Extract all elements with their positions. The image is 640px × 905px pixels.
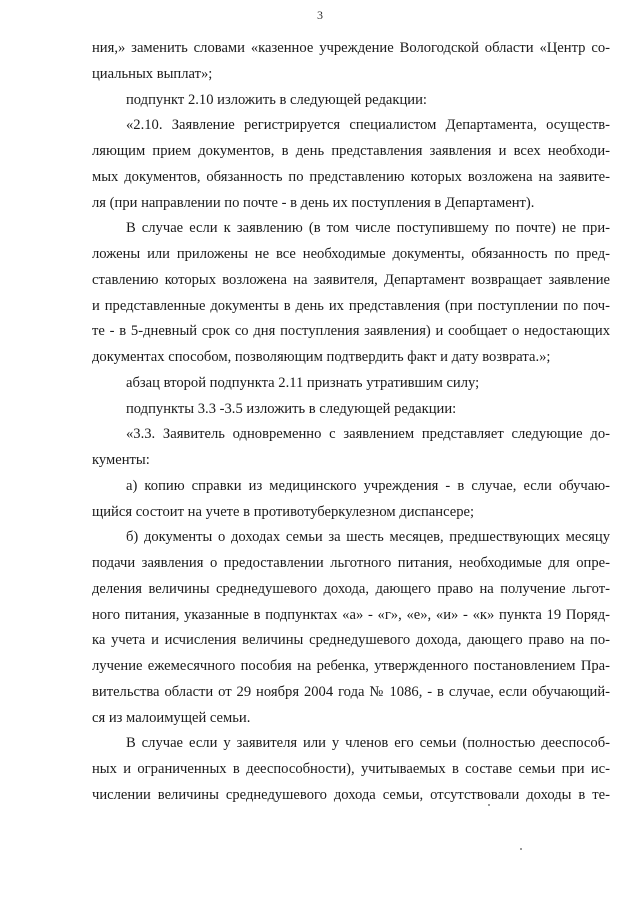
text-line: вительства области от 29 ноября 2004 года № 1086, - в случае, если обучающий- — [92, 683, 610, 700]
text-line: деления величины среднедушевого дохода, дающего право на получение льгот- — [92, 580, 610, 597]
text-line: документах способом, позволяющим подтвердить факт и дату возврата.»; — [92, 349, 551, 365]
text-line: ля (при направлении по почте - в день их поступления в Департамент). — [92, 194, 535, 211]
text-line: подпункт 2.10 изложить в следующей редакции: — [126, 91, 427, 108]
text-line: абзац второй подпункта 2.11 признать утратившим силу; — [126, 374, 480, 391]
text-line: а) копию справки из медицинского учреждения - в случае, если обучаю- — [126, 477, 610, 494]
text-line: б) документы о доходах семьи за шесть месяцев, предшествующих месяцу — [126, 529, 610, 546]
text-line: «3.3. Заявитель одновременно с заявлением представляет следующие до- — [126, 426, 610, 443]
text-line: ляющим прием документов, в день представления заявления и всех необходи- — [92, 143, 610, 159]
text-line: мых документов, обязанность по представлению которых возложена на заявите- — [92, 168, 610, 185]
text-line: циальных выплат»; — [92, 65, 213, 82]
text-line: числении величины среднедушевого дохода семьи, отсутствовали доходы в те- — [92, 786, 610, 803]
text-line: В случае если у заявителя или у членов его семьи (полностью дееспособ- — [126, 735, 610, 752]
text-line: и представленные документы в день их представления (при поступлении по поч- — [92, 297, 610, 314]
text-line: ставлению которых возложена на заявителя, Департамент возвращает заявление — [92, 271, 610, 288]
text-line: ложены или приложены не все необходимые документы, обязанность по пред- — [92, 246, 610, 262]
text-line: те - в 5-дневный срок со дня поступления заявления) и сообщает о недостающих — [92, 323, 610, 340]
text-line: ного питания, указанные в подпунктах «а» - «г», «е», «и» - «к» пункта 19 Поряд- — [92, 606, 610, 623]
text-line: ся из малоимущей семьи. — [92, 709, 251, 726]
text-line: ных и ограниченных в дееспособности), учитываемых в составе семьи при ис- — [92, 761, 610, 777]
text-line: «2.10. Заявление регистрируется специалистом Департамента, осуществ- — [126, 117, 610, 134]
text-line: ния,» заменить словами «казенное учреждение Вологодской области «Центр со- — [92, 40, 610, 56]
scan-speck — [488, 804, 490, 806]
text-line: подачи заявления о предоставлении льготного питания, необходимые для опре- — [92, 555, 610, 571]
text-line: лучение ежемесячного пособия на ребенка, утвержденного постановлением Пра- — [92, 658, 610, 674]
page-number: 3 — [317, 8, 323, 22]
text-line: кументы: — [92, 452, 150, 468]
document-body — [92, 36, 610, 809]
text-line: подпункты 3.3 -3.5 изложить в следующей редакции: — [126, 400, 457, 417]
text-line: В случае если к заявлению (в том числе поступившему по почте) не при- — [126, 220, 610, 237]
scan-speck — [520, 848, 522, 850]
text-line: щийся состоит на учете в противотуберкулезном диспансере; — [92, 503, 475, 520]
text-line: ка учета и исчисления величины среднедушевого дохода, дающего право на по- — [92, 632, 610, 649]
